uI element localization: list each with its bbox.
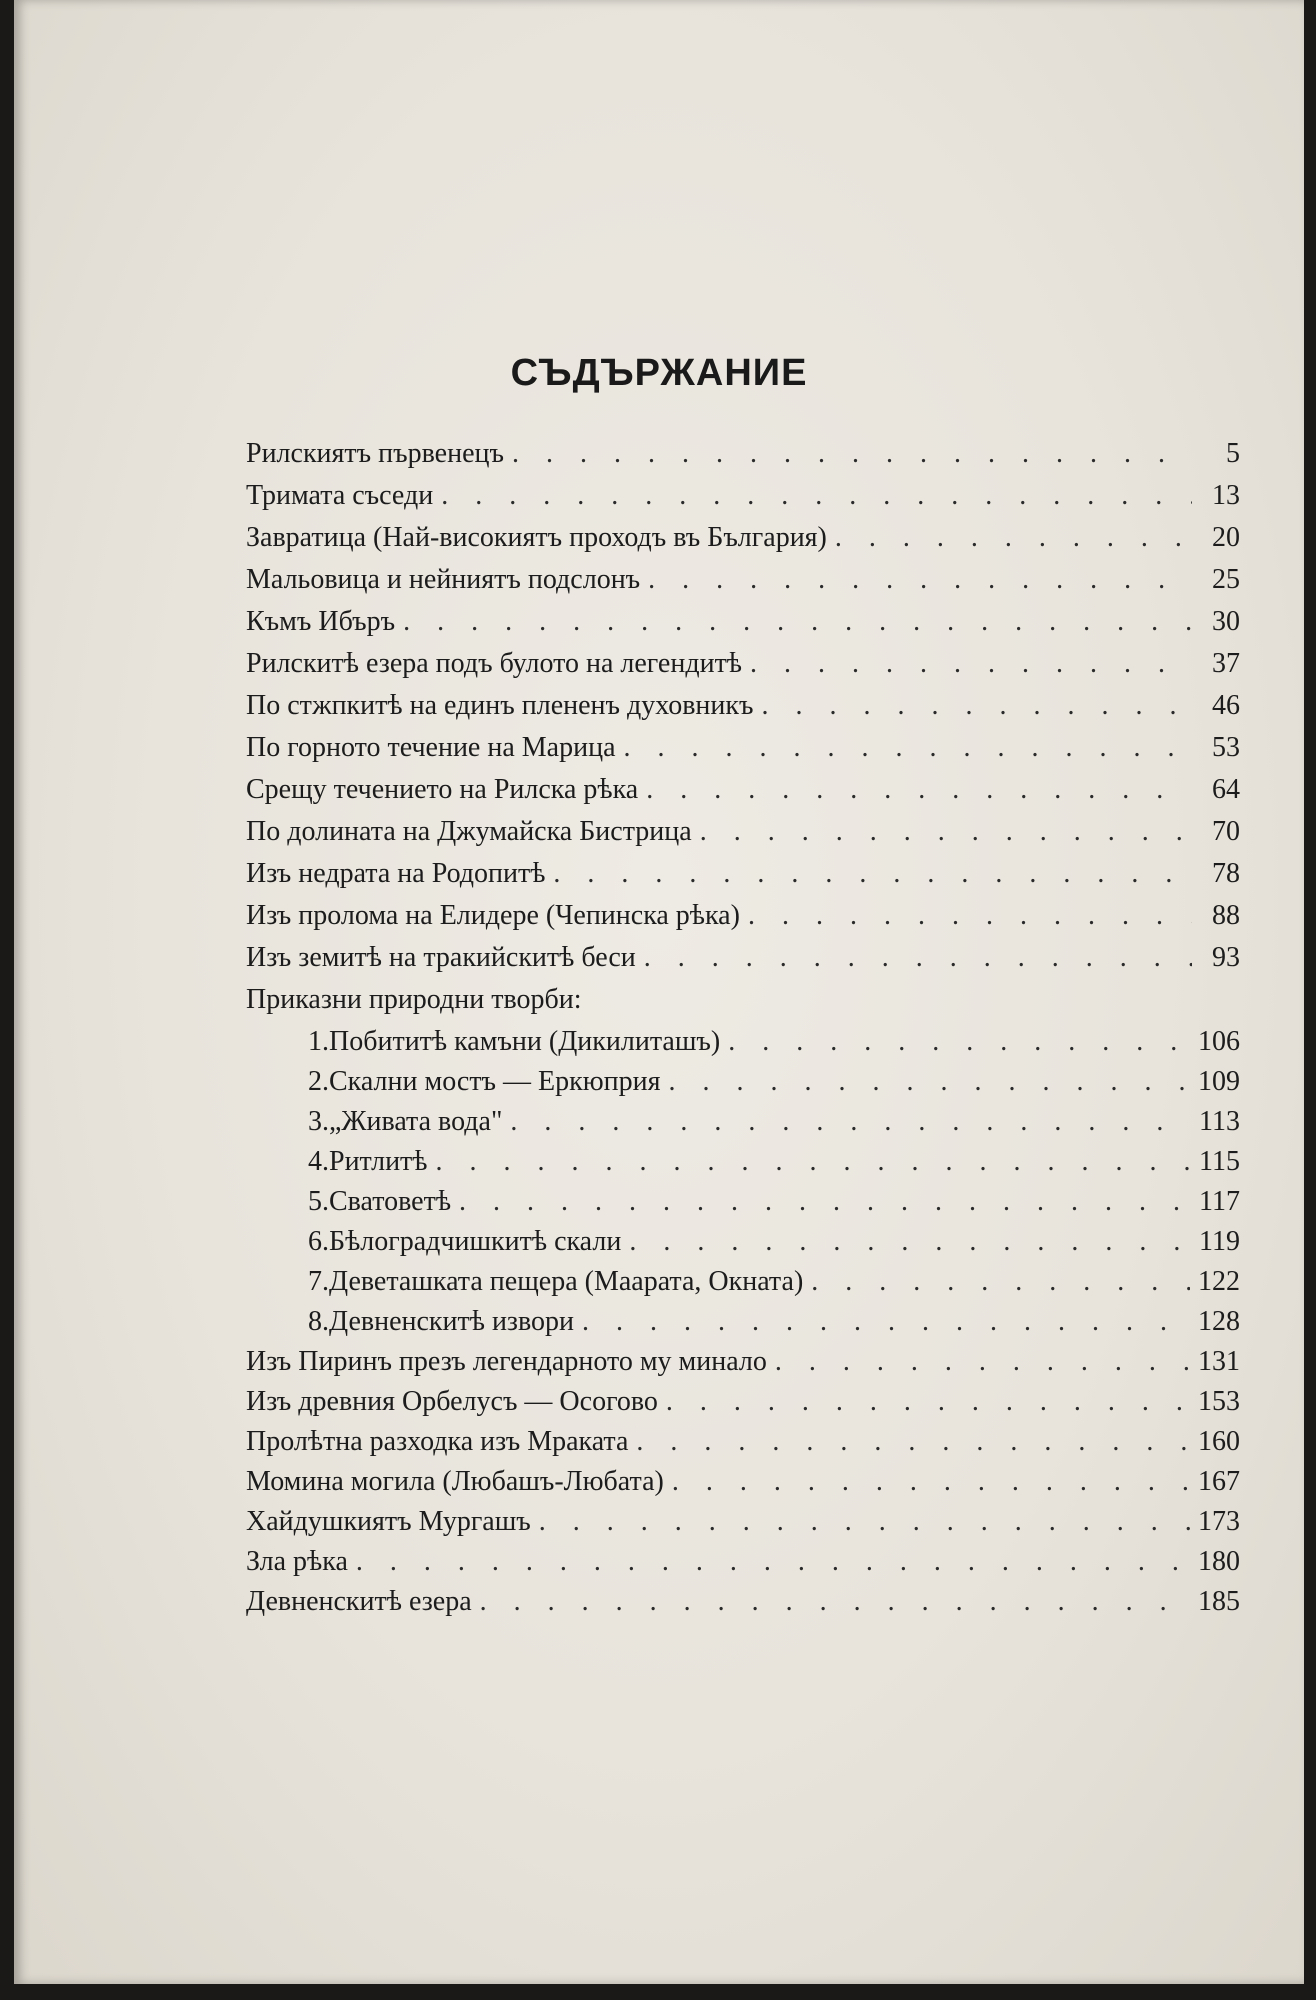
toc-page-number: 46 (1212, 690, 1240, 721)
toc-entry (246, 690, 1240, 730)
toc-page-number: 167 (1198, 1466, 1240, 1497)
toc-entry-title: Сватоветѣ (329, 1186, 452, 1217)
toc-page-number: 160 (1198, 1426, 1240, 1457)
toc-entry-title: Рилскиятъ първенецъ (246, 438, 504, 469)
toc-page-number: 122 (1198, 1266, 1240, 1297)
toc-entry-title: Побититѣ камъни (Дикилиташъ) (329, 1026, 721, 1057)
toc-page-number: 185 (1198, 1586, 1240, 1617)
dot-leader (636, 1426, 1190, 1458)
toc-entry-number: 7. (308, 1266, 329, 1297)
toc-entry (246, 1506, 1240, 1546)
dot-leader (750, 648, 1192, 680)
toc-page-number: 37 (1212, 648, 1240, 679)
toc-page-number: 25 (1212, 564, 1240, 595)
toc-entry (246, 438, 1240, 478)
toc-subentry (308, 1186, 1240, 1226)
toc-entry-title: Скални мостъ — Еркюприя (329, 1066, 661, 1097)
toc-page-number: 173 (1198, 1506, 1240, 1537)
toc-entry-title: Изъ недрата на Родопитѣ (246, 858, 546, 889)
toc-entry-number: 3. (308, 1106, 329, 1137)
toc-entry (246, 942, 1240, 982)
dot-leader (646, 774, 1192, 806)
toc-entry-title: Рилскитѣ езера подъ булото на легендитѣ (246, 648, 743, 679)
toc-entry (246, 1426, 1240, 1466)
toc-page-number: 5 (1226, 438, 1240, 469)
book-page (14, 0, 1304, 1984)
toc-entry (246, 522, 1240, 562)
toc-entry-title: По долината на Джумайска Бистрица (246, 816, 692, 847)
dot-leader (672, 1466, 1190, 1498)
toc-page-number: 131 (1198, 1346, 1240, 1377)
dot-leader (748, 900, 1192, 932)
toc-page-number: 115 (1199, 1146, 1240, 1177)
toc-page-number: 20 (1212, 522, 1240, 553)
toc-page-number: 88 (1212, 900, 1240, 931)
toc-entry (246, 1466, 1240, 1506)
dot-leader (835, 522, 1192, 554)
toc-subentry (308, 1266, 1240, 1306)
toc-entry (246, 480, 1240, 520)
toc-subentry (308, 1146, 1240, 1186)
toc-entry-title: По стжпкитѣ на единъ плененъ духовникъ (246, 690, 754, 721)
toc-entry (246, 1346, 1240, 1386)
dot-leader (441, 480, 1192, 512)
toc-page-number: 180 (1198, 1546, 1240, 1577)
toc-page-number: 93 (1212, 942, 1240, 973)
toc-page-number: 119 (1199, 1226, 1240, 1257)
toc-entry (246, 564, 1240, 604)
toc-entry-title: Изъ древния Орбелусъ — Осогово (246, 1386, 658, 1417)
toc-entry (246, 858, 1240, 898)
toc-page-number: 64 (1212, 774, 1240, 805)
dot-leader (582, 1306, 1190, 1338)
dot-leader (669, 1066, 1190, 1098)
toc-entry-title: „Живата вода" (329, 1106, 503, 1137)
toc-entry-title: Девненскитѣ извори (329, 1306, 574, 1337)
toc-entry (246, 648, 1240, 688)
dot-leader (761, 690, 1192, 722)
toc-entry (246, 606, 1240, 646)
toc-entry-number: 8. (308, 1306, 329, 1337)
dot-leader (539, 1506, 1190, 1538)
dot-leader (510, 1106, 1191, 1138)
toc-subentry (308, 1226, 1240, 1266)
toc-entry-title: Мальовица и нейниятъ подслонъ (246, 564, 641, 595)
toc-page-number: 153 (1198, 1386, 1240, 1417)
toc-entry-title: По горното течение на Марица (246, 732, 616, 763)
dot-leader (553, 858, 1192, 890)
toc-entry-title: Бѣлоградчишкитѣ скали (329, 1226, 622, 1257)
toc-page-number: 30 (1212, 606, 1240, 637)
toc-entry (246, 984, 1240, 1024)
toc-entry-title: Хайдушкиятъ Мургашъ (246, 1506, 531, 1537)
toc-entry (246, 1586, 1240, 1626)
toc-entry-title: Изъ Пиринъ презъ легендарното му минало (246, 1346, 767, 1377)
toc-entry (246, 900, 1240, 940)
toc-entry-title: Срещу течението на Рилска рѣка (246, 774, 639, 805)
toc-page-number: 113 (1199, 1106, 1240, 1137)
toc-entry-number: 6. (308, 1226, 329, 1257)
toc-subentry (308, 1026, 1240, 1066)
dot-leader (775, 1346, 1190, 1378)
toc-entry-title: Завратица (Най-високиятъ проходъ въ България) (246, 522, 827, 553)
toc-entry (246, 732, 1240, 772)
dot-leader (403, 606, 1192, 638)
toc-entry-title: Тримата съседи (246, 480, 434, 511)
toc-page-number: 128 (1198, 1306, 1240, 1337)
toc-entry (246, 774, 1240, 814)
toc-entry (246, 816, 1240, 856)
toc-entry-number: 5. (308, 1186, 329, 1217)
toc-entry (246, 1546, 1240, 1586)
page-title: СЪДЪРЖАНИЕ (510, 352, 808, 394)
toc-entry-title: Момина могила (Любашъ-Любата) (246, 1466, 664, 1497)
toc-subentry (308, 1106, 1240, 1146)
dot-leader (811, 1266, 1190, 1298)
toc-page-number: 53 (1212, 732, 1240, 763)
dot-leader (436, 1146, 1192, 1178)
toc-page-number: 117 (1199, 1186, 1240, 1217)
toc-page-number: 106 (1198, 1026, 1240, 1057)
toc-entry-title: Изъ пролома на Елидере (Чепинска рѣка) (246, 900, 740, 931)
toc-entry-title: Приказни природни творби: (246, 984, 582, 1015)
dot-leader (356, 1546, 1190, 1578)
toc-entry-title: Зла рѣка (246, 1546, 348, 1577)
toc-entry (246, 1386, 1240, 1426)
dot-leader (644, 942, 1192, 974)
dot-leader (480, 1586, 1190, 1618)
dot-leader (624, 732, 1193, 764)
dot-leader (629, 1226, 1191, 1258)
toc-entry-title: Деветашката пещера (Маарата, Окната) (329, 1266, 804, 1297)
toc-entry-number: 4. (308, 1146, 329, 1177)
toc-entry-number: 1. (308, 1026, 329, 1057)
dot-leader (700, 816, 1192, 848)
toc-subentry (308, 1306, 1240, 1346)
toc-entry-title: Изъ земитѣ на тракийскитѣ беси (246, 942, 636, 973)
toc-entry-title: Къмъ Ибъръ (246, 606, 396, 637)
dot-leader (459, 1186, 1191, 1218)
toc-entry-number: 2. (308, 1066, 329, 1097)
dot-leader (648, 564, 1192, 596)
toc-page-number: 70 (1212, 816, 1240, 847)
toc-subentry (308, 1066, 1240, 1106)
toc-entry-title: Пролѣтна разходка изъ Мраката (246, 1426, 629, 1457)
toc-page-number: 13 (1212, 480, 1240, 511)
dot-leader (666, 1386, 1190, 1418)
toc-entry-title: Ритлитѣ (329, 1146, 428, 1177)
toc-page-number: 109 (1198, 1066, 1240, 1097)
dot-leader (512, 438, 1192, 470)
dot-leader (728, 1026, 1190, 1058)
toc-entry-title: Девненскитѣ езера (246, 1586, 472, 1617)
toc-page-number: 78 (1212, 858, 1240, 889)
